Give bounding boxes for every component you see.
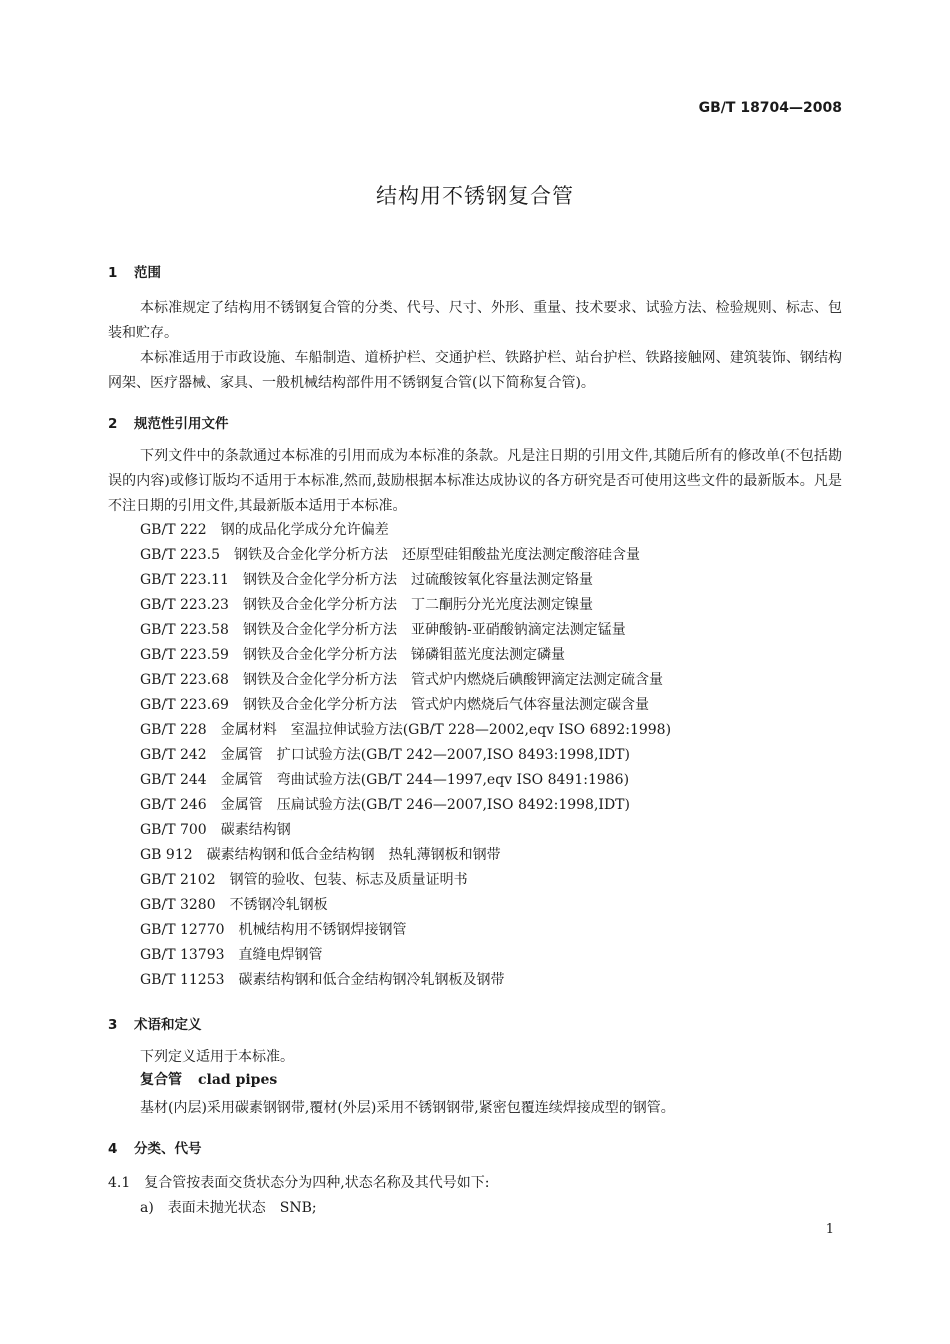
reference-item: GB/T 223.5 钢铁及合金化学分析方法 还原型硅钼酸盐光度法测定酸溶硅含量: [140, 547, 641, 563]
section-number: 1: [108, 265, 118, 281]
reference-item: GB/T 222 钢的成品化学成分允许偏差: [140, 522, 389, 538]
section-3-heading: [108, 1013, 202, 1033]
term-entry: [140, 1069, 277, 1089]
document-code: GB/T 18704—2008: [698, 100, 842, 116]
section-title: 术语和定义: [134, 1017, 202, 1033]
term-definition: 基材(内层)采用碳素钢钢带,覆材(外层)采用不锈钢钢带,紧密包覆连续焊接成型的钢管。: [140, 1100, 675, 1116]
section-4-heading: [108, 1137, 202, 1157]
reference-item: GB/T 223.58 钢铁及合金化学分析方法 亚砷酸钠-亚硝酸钠滴定法测定锰量: [140, 622, 626, 638]
scope-paragraph-2: 本标准适用于市政设施、车船制造、道桥护栏、交通护栏、铁路护栏、站台护栏、铁路接触网、建筑装饰、钢结构网架、医疗器械、家具、一般机械结构部件用不锈钢复合管(以下简称复合管)。: [108, 350, 842, 391]
list-item-a: a) 表面未抛光状态 SNB;: [140, 1200, 317, 1216]
reference-list: [140, 518, 671, 993]
section-number: 3: [108, 1017, 118, 1033]
document-title: 结构用不锈钢复合管: [376, 184, 574, 208]
reference-item: GB/T 223.59 钢铁及合金化学分析方法 锑磷钼蓝光度法测定磷量: [140, 647, 565, 663]
reference-item: GB/T 228 金属材料 室温拉伸试验方法(GB/T 228—2002,eqv ISO 6892:1998): [140, 722, 672, 738]
reference-item: GB/T 3280 不锈钢冷轧钢板: [140, 897, 328, 913]
reference-item: GB/T 223.23 钢铁及合金化学分析方法 丁二酮肟分光光度法测定镍量: [140, 597, 593, 613]
clause-4-1: 4.1 复合管按表面交货状态分为四种,状态名称及其代号如下:: [108, 1175, 490, 1191]
reference-item: GB/T 223.11 钢铁及合金化学分析方法 过硫酸铵氧化容量法测定铬量: [140, 572, 593, 588]
section-1-heading: [108, 261, 161, 281]
reference-item: GB/T 242 金属管 扩口试验方法(GB/T 242—2007,ISO 8493:1998,IDT): [140, 747, 630, 763]
term-english: clad pipes: [198, 1072, 278, 1088]
reference-item: GB/T 223.68 钢铁及合金化学分析方法 管式炉内燃烧后碘酸钾滴定法测定硫含量: [140, 672, 663, 688]
reference-item: GB/T 246 金属管 压扁试验方法(GB/T 246—2007,ISO 8492:1998,IDT): [140, 797, 630, 813]
scope-paragraph-1: 本标准规定了结构用不锈钢复合管的分类、代号、尺寸、外形、重量、技术要求、试验方法、检验规则、标志、包装和贮存。: [108, 300, 842, 341]
term-chinese: 复合管: [140, 1072, 182, 1088]
reference-item: GB 912 碳素结构钢和低合金结构钢 热轧薄钢板和钢带: [140, 847, 501, 863]
reference-item: GB/T 13793 直缝电焊钢管: [140, 947, 323, 963]
section-2-heading: [108, 412, 229, 432]
reference-item: GB/T 244 金属管 弯曲试验方法(GB/T 244—1997,eqv ISO 8491:1986): [140, 772, 630, 788]
section-number: 2: [108, 416, 118, 432]
reference-item: GB/T 12770 机械结构用不锈钢焊接钢管: [140, 922, 407, 938]
page-number: 1: [825, 1222, 834, 1237]
section-number: 4: [108, 1141, 118, 1157]
definitions-intro: 下列定义适用于本标准。: [140, 1049, 294, 1065]
section-title: 分类、代号: [134, 1141, 202, 1157]
reference-item: GB/T 2102 钢管的验收、包装、标志及质量证明书: [140, 872, 468, 888]
reference-item: GB/T 700 碳素结构钢: [140, 822, 291, 838]
section-title: 范围: [134, 265, 161, 281]
reference-item: GB/T 223.69 钢铁及合金化学分析方法 管式炉内燃烧后气体容量法测定碳含量: [140, 697, 649, 713]
section-title: 规范性引用文件: [134, 416, 229, 432]
normative-references-intro: 下列文件中的条款通过本标准的引用而成为本标准的条款。凡是注日期的引用文件,其随后所有的修改单(不包括勘误的内容)或修订版均不适用于本标准,然而,鼓励根据本标准达成协议的各方研究是否可使用这些文件的最新版本。凡是不注日期的引用文件,其最新版本适用于本标准。: [108, 448, 842, 514]
reference-item: GB/T 11253 碳素结构钢和低合金结构钢冷轧钢板及钢带: [140, 972, 505, 988]
